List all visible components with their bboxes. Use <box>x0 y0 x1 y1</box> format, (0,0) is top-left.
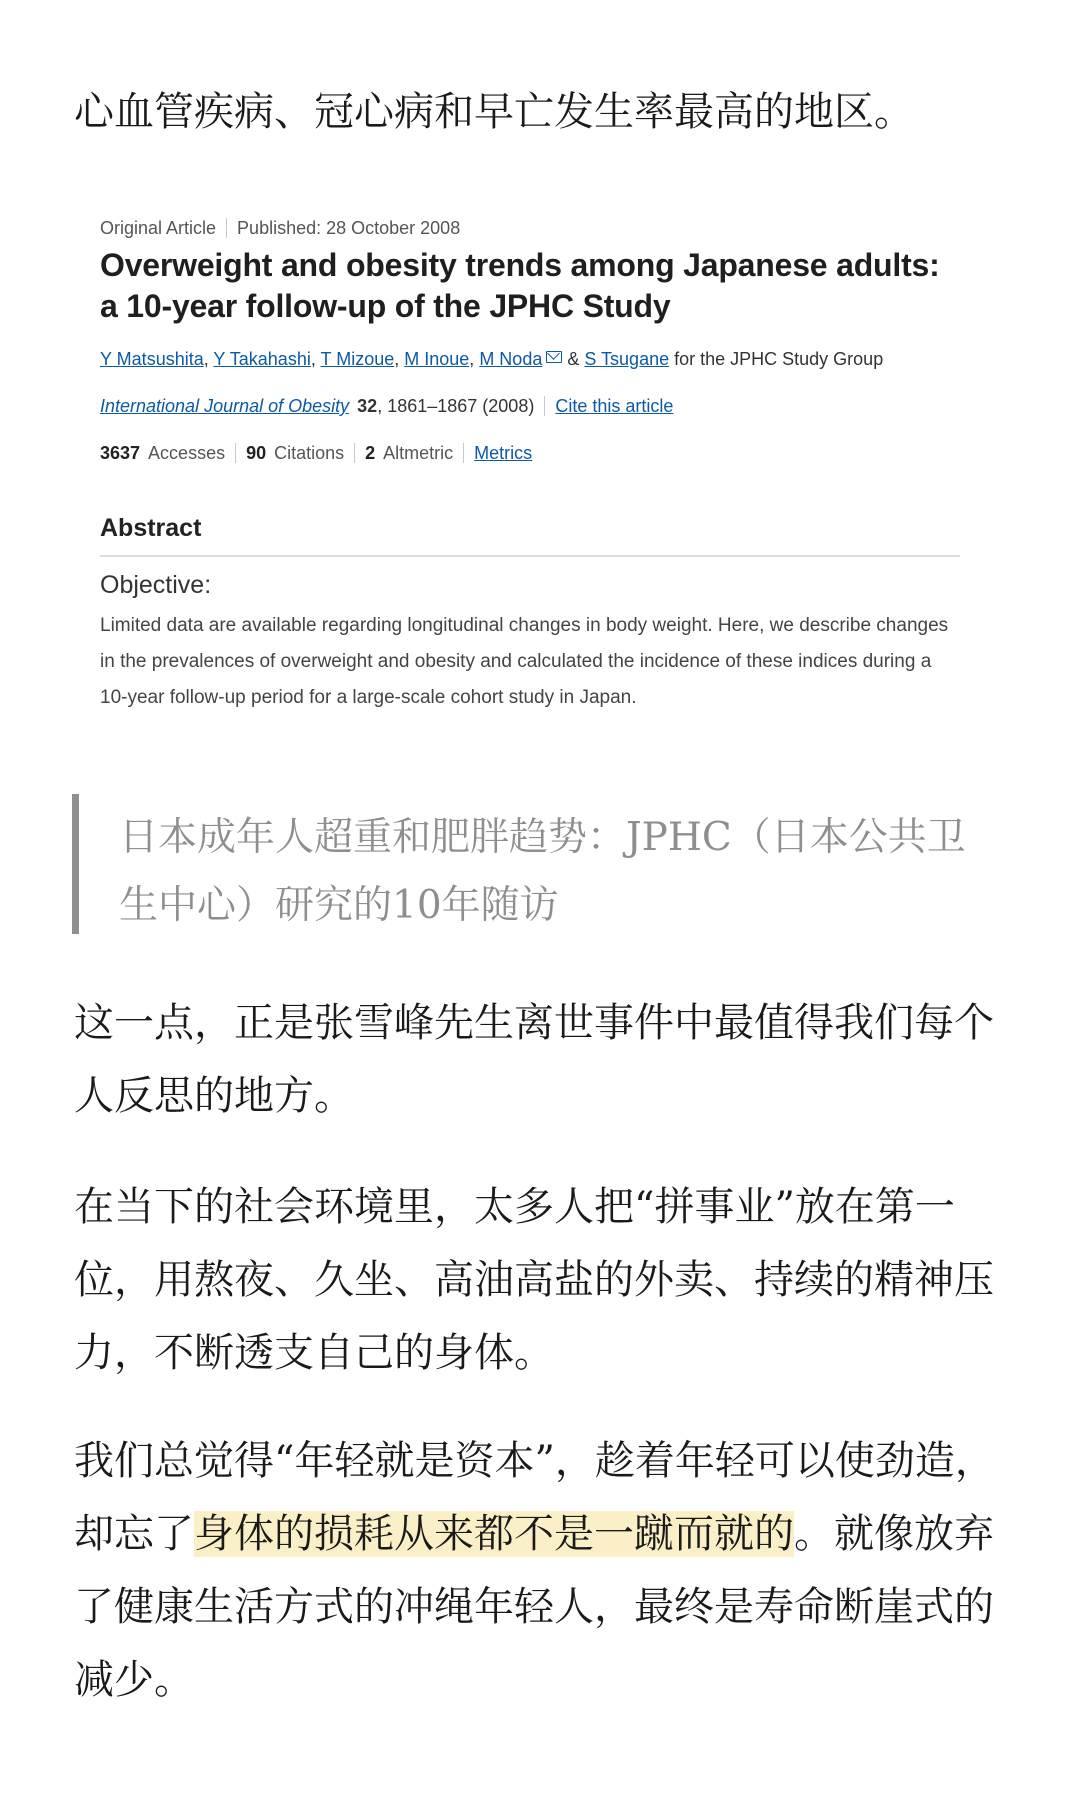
author-link-tsugane[interactable]: S Tsugane <box>584 349 670 369</box>
author-link-takahashi[interactable]: Y Takahashi <box>213 349 311 369</box>
published-date: Published: 28 October 2008 <box>237 218 461 238</box>
divider <box>544 396 545 416</box>
author-link-matsushita[interactable]: Y Matsushita <box>100 349 204 369</box>
citations-count: 90 <box>246 443 267 463</box>
article-type: Original Article <box>100 218 217 238</box>
divider <box>463 443 464 463</box>
accesses-label: Accesses <box>148 443 226 463</box>
abstract-heading: Abstract <box>100 514 960 557</box>
author-list: Y Matsushita, Y Takahashi, T Mizoue, M Inoue, M Noda & S Tsugane for the JPHC Study Group <box>100 349 884 369</box>
article-title: Overweight and obesity trends among Japanese adults: a 10-year follow-up of the JPHC Study <box>100 247 940 324</box>
paragraph-youth: 我们总觉得“年轻就是资本”，趁着年轻可以使劲造，却忘了身体的损耗从来都不是一蹴而就的。就像放弃了健康生活方式的冲绳年轻人，最终是寿命断崖式的减少。 <box>74 1438 995 1703</box>
metrics-link[interactable]: Metrics <box>474 443 533 463</box>
journal-link[interactable]: International Journal of Obesity <box>100 396 350 416</box>
objective-heading: Objective: <box>100 571 212 599</box>
divider <box>354 443 355 463</box>
author-link-noda[interactable]: M Noda <box>479 349 543 369</box>
accesses-count: 3637 <box>100 443 141 463</box>
article-screenshot <box>100 218 960 716</box>
altmetric-label: Altmetric <box>383 443 454 463</box>
altmetric-count: 2 <box>365 443 376 463</box>
citations-label: Citations <box>274 443 345 463</box>
caption-quote <box>72 794 995 934</box>
divider <box>235 443 236 463</box>
metrics-row <box>100 443 960 464</box>
paragraph-society: 在当下的社会环境里，太多人把“拼事业”放在第一位，用熬夜、久坐、高油高盐的外卖、持续的精神压力，不断透支自己的身体。 <box>74 1184 994 1376</box>
divider <box>226 218 227 238</box>
paragraph-intro: 心血管疾病、冠心病和早亡发生率最高的地区。 <box>74 89 914 135</box>
paragraph-reflection: 这一点，正是张雪峰先生离世事件中最值得我们每个人反思的地方。 <box>74 1000 994 1119</box>
volume: 32 <box>357 396 378 416</box>
author-group: for the JPHC Study Group <box>669 349 884 369</box>
mail-icon[interactable] <box>546 351 562 363</box>
highlighted-text: 身体的损耗从来都不是一蹴而就的 <box>194 1511 794 1557</box>
cite-this-article-link[interactable]: Cite this article <box>555 396 674 416</box>
caption-text: 日本成年人超重和肥胖趋势：JPHC（日本公共卫生中心）研究的10年随访 <box>119 815 966 928</box>
citation-line <box>100 396 960 417</box>
article-meta <box>100 218 960 239</box>
objective-text: Limited data are available regarding longitudinal changes in body weight. Here, we describe changes in the prevalences of overweight and obesity and calculated the incidence of these indices during a 10-year follow-up period for a large-scale cohort study in Japan. <box>100 615 949 708</box>
author-link-inoue[interactable]: M Inoue <box>404 349 470 369</box>
author-link-mizoue[interactable]: T Mizoue <box>320 349 395 369</box>
pages-year: , 1861–1867 (2008) <box>377 396 535 416</box>
